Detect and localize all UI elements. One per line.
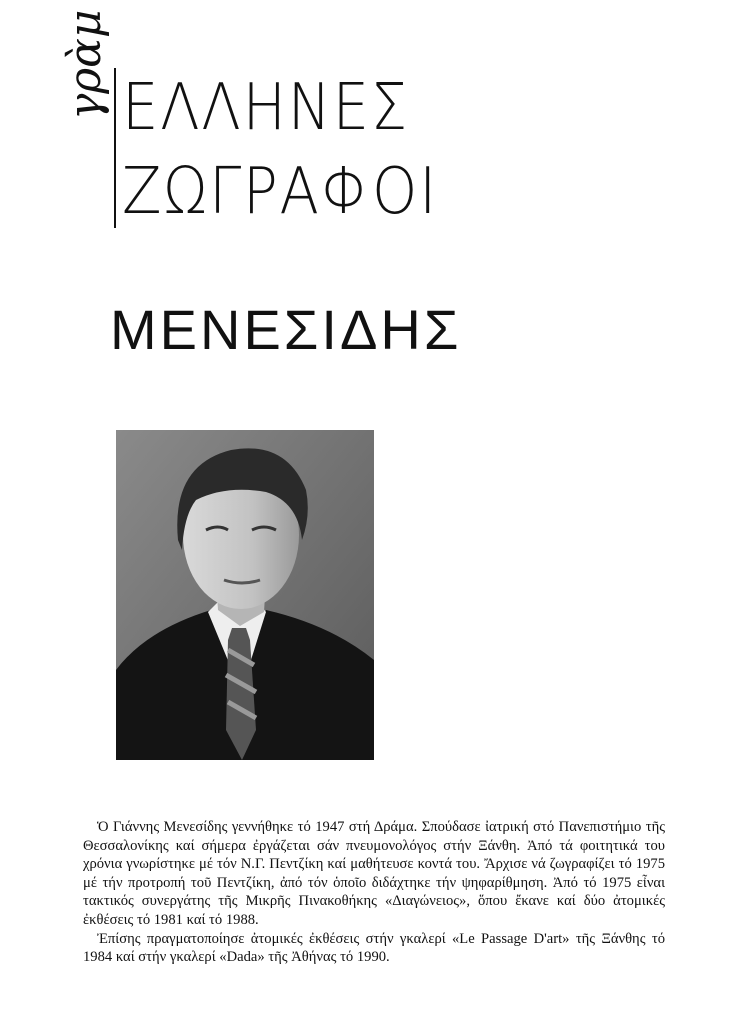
series-divider bbox=[114, 68, 116, 228]
series-title-line1: ΕΛΛΗΝΕΣ bbox=[122, 71, 409, 145]
artist-name: ΜΕΝΕΣΙΔΗΣ bbox=[110, 298, 462, 361]
biography-paragraph-1: Ὁ Γιάννης Μενεσίδης γεννήθηκε τό 1947 στή Δράμα. Σπούδασε ἰατρική στό Πανεπιστήμιο τῆς Θεσσαλονίκης καί σήμερα ἐργάζεται σάν πνευμονολόγος στήν Ξάνθη. Ἀπό τά φοιτητικά του χρόνια γνωρίστηκε μέ τόν Ν.Γ. Πεντζίκη καί μαθήτευσε κοντά του. Ἄρχισε νά ζωγραφίζει τό 1975 μέ τήν προτροπή τοῦ Πεντζίκη, ἀπό τόν ὁποῖο διδάχτηκε τήν ψηφαρίθμηση. Ἀπό τό 1975 εἶναι τακτικός συνεργάτης τῆς Μικρῆς Πινακοθήκης «Διαγώνειος», ὅπου ἔκανε καί δύο ἀτομικές ἐκθέσεις τό 1981 καί τό 1988. bbox=[83, 819, 665, 928]
series-title-line2: ΖΩΓΡΑΦΟΙ bbox=[122, 155, 438, 229]
series-vertical-word: γρὰμ bbox=[60, 9, 111, 120]
portrait-photo bbox=[116, 430, 374, 760]
artist-portrait bbox=[116, 430, 374, 760]
biography-paragraph-2: Ἐπίσης πραγματοποίησε ἀτομικές ἐκθέσεις στήν γκαλερί «Le Passage D'art» τῆς Ξάνθης τό 1984 καί στήν γκαλερί «Dada» τῆς Ἀθήνας τό 1990. bbox=[83, 930, 665, 966]
biography-text bbox=[83, 818, 665, 967]
